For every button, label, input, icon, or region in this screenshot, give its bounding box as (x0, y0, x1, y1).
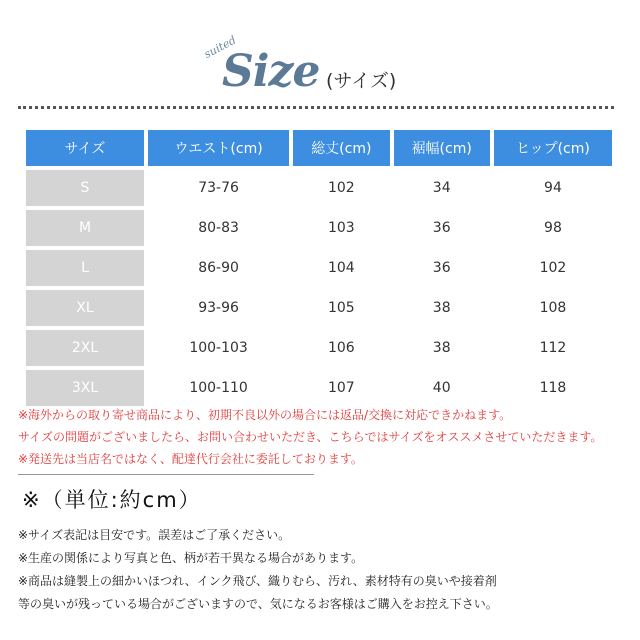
hem-cell: 40 (394, 370, 490, 406)
table-header-row (26, 130, 612, 166)
column-header: ヒップ(cm) (494, 130, 612, 166)
hem-cell: 38 (394, 330, 490, 366)
hip-cell: 108 (494, 290, 612, 326)
hem-cell: 36 (394, 250, 490, 286)
size-cell: XL (26, 290, 144, 326)
table-row (26, 170, 612, 206)
column-header: ウエスト(cm) (148, 130, 289, 166)
black-note-line: 等の臭いが残っている場合がございますので、気になるお客様はご購入をお控え下さい。 (18, 597, 498, 611)
size-cell: M (26, 210, 144, 246)
red-notes (18, 404, 628, 470)
waist-cell: 73-76 (148, 170, 289, 206)
hip-cell: 112 (494, 330, 612, 366)
size-subtitle: (サイズ) (326, 70, 397, 92)
unit-title: ※（単位:約cm） (22, 488, 202, 512)
suited-label: suited (201, 33, 239, 61)
black-note-line: ※商品は縫製上の細かいほつれ、インク飛び、織りむら、汚れ、素材特有の臭いや接着剤 (18, 574, 497, 588)
waist-cell: 100-110 (148, 370, 289, 406)
hem-cell: 38 (394, 290, 490, 326)
hip-cell: 118 (494, 370, 612, 406)
length-cell: 105 (293, 290, 389, 326)
table-row (26, 290, 612, 326)
size-cell: L (26, 250, 144, 286)
length-cell: 106 (293, 330, 389, 366)
size-cell: S (26, 170, 144, 206)
red-note-line: サイズの問題がございましたら、お問い合わせいただき、こちらではサイズをオススメさせていただきます。 (18, 430, 603, 444)
red-note-line: ※発送先は当店名ではなく、配達代行会社に委託しております。 (18, 452, 363, 466)
length-cell: 104 (293, 250, 389, 286)
size-cell: 3XL (26, 370, 144, 406)
size-header (0, 22, 640, 102)
column-header: 総丈(cm) (293, 130, 389, 166)
waist-cell: 86-90 (148, 250, 289, 286)
hip-cell: 98 (494, 210, 612, 246)
length-cell: 103 (293, 210, 389, 246)
size-title: Size (222, 46, 320, 97)
red-note-line: ※海外からの取り寄せ商品により、初期不良以外の場合には返品/交換に対応できかねます。 (18, 408, 512, 422)
size-table (22, 126, 616, 410)
waist-cell: 93-96 (148, 290, 289, 326)
hem-cell: 36 (394, 210, 490, 246)
section-divider (18, 474, 314, 475)
hip-cell: 94 (494, 170, 612, 206)
black-note-line: ※サイズ表記は目安です。誤差はご了承ください。 (18, 528, 291, 542)
length-cell: 102 (293, 170, 389, 206)
column-header: サイズ (26, 130, 144, 166)
waist-cell: 100-103 (148, 330, 289, 366)
length-cell: 107 (293, 370, 389, 406)
black-notes (18, 524, 628, 616)
table-row (26, 330, 612, 366)
hem-cell: 34 (394, 170, 490, 206)
size-cell: 2XL (26, 330, 144, 366)
table-row (26, 210, 612, 246)
table-row (26, 370, 612, 406)
black-note-line: ※生産の関係により写真と色、柄が若干異なる場合があります。 (18, 551, 364, 565)
column-header: 裾幅(cm) (394, 130, 490, 166)
table-row (26, 250, 612, 286)
dotted-divider (18, 106, 614, 109)
waist-cell: 80-83 (148, 210, 289, 246)
hip-cell: 102 (494, 250, 612, 286)
